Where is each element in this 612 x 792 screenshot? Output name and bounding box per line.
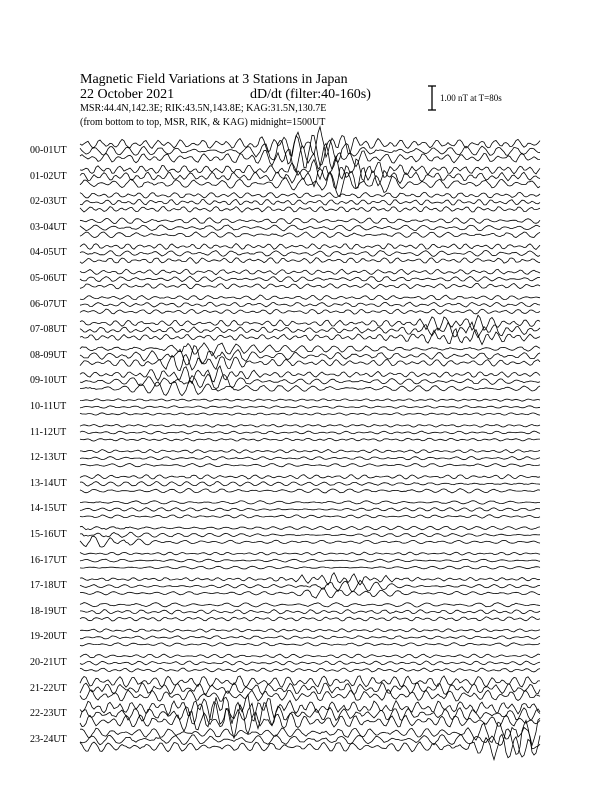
hour-label-21-22UT: 21-22UT — [30, 682, 67, 694]
hour-label-08-09UT: 08-09UT — [30, 349, 67, 361]
trace-RIK-10-11UT — [80, 406, 540, 409]
trace-KAG-03-04UT — [80, 218, 540, 224]
trace-MSR-18-19UT — [80, 617, 540, 621]
trace-KAG-16-17UT — [80, 552, 540, 555]
hour-label-17-18UT: 17-18UT — [30, 580, 67, 592]
trace-KAG-13-14UT — [80, 475, 540, 480]
trace-MSR-21-22UT — [80, 690, 540, 702]
trace-MSR-12-13UT — [80, 464, 540, 468]
trace-MSR-04-05UT — [80, 258, 540, 264]
hour-label-00-01UT: 00-01UT — [30, 145, 67, 156]
trace-KAG-05-06UT — [80, 269, 540, 275]
trace-MSR-09-10UT — [80, 381, 540, 396]
trace-KAG-15-16UT — [80, 526, 540, 530]
trace-RIK-00-01UT — [80, 135, 540, 168]
trace-RIK-09-10UT — [80, 374, 540, 388]
trace-KAG-08-09UT — [80, 343, 540, 356]
hour-label-22-23UT: 22-23UT — [30, 708, 67, 720]
hour-label-23-24UT: 23-24UT — [30, 733, 67, 745]
trace-RIK-12-13UT — [80, 457, 540, 460]
hour-label-12-13UT: 12-13UT — [30, 452, 67, 464]
trace-MSR-14-15UT — [80, 515, 540, 519]
trace-MSR-19-20UT — [80, 643, 540, 647]
hour-label-10-11UT: 10-11UT — [30, 401, 67, 412]
trace-RIK-23-24UT — [80, 720, 540, 755]
trace-KAG-17-18UT — [80, 573, 540, 585]
trace-MSR-11-12UT — [80, 438, 540, 441]
hour-label-07-08UT: 07-08UT — [30, 324, 67, 336]
hour-label-18-19UT: 18-19UT — [30, 605, 67, 617]
scale-label: 1.00 nT at T=80s — [440, 93, 502, 103]
hour-label-09-10UT: 09-10UT — [30, 375, 67, 387]
station-coordinates: MSR:44.4N,142.3E; RIK:43.5N,143.8E; KAG:31.5N,130.7E — [80, 103, 327, 114]
hour-label-11-12UT: 11-12UT — [30, 426, 67, 438]
trace-RIK-15-16UT — [80, 532, 540, 537]
hour-label-15-16UT: 15-16UT — [30, 529, 67, 540]
trace-KAG-11-12UT — [80, 425, 540, 428]
trace-KAG-18-19UT — [80, 603, 540, 607]
trace-KAG-14-15UT — [80, 501, 540, 504]
trace-RIK-11-12UT — [80, 431, 540, 434]
trace-KAG-12-13UT — [80, 449, 540, 453]
trace-RIK-16-17UT — [80, 559, 540, 562]
trace-KAG-10-11UT — [80, 399, 540, 401]
trace-MSR-06-07UT — [80, 309, 540, 314]
trace-MSR-20-21UT — [80, 668, 540, 672]
hour-label-01-02UT: 01-02UT — [30, 170, 67, 182]
trace-KAG-23-24UT — [80, 718, 540, 745]
hour-label-05-06UT: 05-06UT — [30, 273, 67, 284]
trace-RIK-04-05UT — [80, 250, 540, 256]
trace-RIK-03-04UT — [80, 225, 540, 231]
trace-MSR-16-17UT — [80, 566, 540, 569]
trace-MSR-05-06UT — [80, 283, 540, 288]
trace-MSR-10-11UT — [80, 413, 540, 416]
hour-label-14-15UT: 14-15UT — [30, 503, 67, 515]
hour-label-06-07UT: 06-07UT — [30, 298, 67, 310]
trace-MSR-17-18UT — [80, 588, 540, 598]
hour-label-20-21UT: 20-21UT — [30, 657, 67, 668]
hour-label-03-04UT: 03-04UT — [30, 221, 67, 233]
trace-KAG-19-20UT — [80, 629, 540, 633]
trace-MSR-13-14UT — [80, 489, 540, 494]
hour-label-13-14UT: 13-14UT — [30, 477, 67, 489]
measure-text: dD/dt (filter:40-160s) — [250, 87, 371, 102]
trace-RIK-20-21UT — [80, 661, 540, 665]
trace-MSR-23-24UT — [80, 734, 540, 759]
hour-label-16-17UT: 16-17UT — [30, 554, 67, 566]
trace-MSR-02-03UT — [80, 207, 540, 213]
date-text: 22 October 2021 — [80, 87, 175, 102]
trace-KAG-04-05UT — [80, 244, 540, 250]
trace-RIK-13-14UT — [80, 482, 540, 487]
trace-KAG-02-03UT — [80, 192, 540, 198]
trace-KAG-06-07UT — [80, 295, 540, 300]
trace-RIK-06-07UT — [80, 302, 540, 307]
trace-KAG-21-22UT — [80, 676, 540, 688]
station-order-note: (from bottom to top, MSR, RIK, & KAG) midnight=1500UT — [80, 117, 326, 128]
hour-label-19-20UT: 19-20UT — [30, 631, 67, 643]
trace-MSR-03-04UT — [80, 232, 540, 238]
hour-label-04-05UT: 04-05UT — [30, 247, 67, 259]
trace-MSR-15-16UT — [80, 536, 540, 547]
chart-title: Magnetic Field Variations at 3 Stations in Japan — [80, 72, 348, 87]
trace-MSR-07-08UT — [80, 329, 540, 345]
trace-RIK-02-03UT — [80, 199, 540, 205]
trace-KAG-20-21UT — [80, 654, 540, 658]
trace-RIK-19-20UT — [80, 636, 540, 639]
trace-RIK-14-15UT — [80, 508, 540, 512]
trace-RIK-18-19UT — [80, 610, 540, 614]
trace-RIK-05-06UT — [80, 276, 540, 282]
trace-RIK-17-18UT — [80, 580, 540, 592]
hour-label-02-03UT: 02-03UT — [30, 196, 67, 208]
